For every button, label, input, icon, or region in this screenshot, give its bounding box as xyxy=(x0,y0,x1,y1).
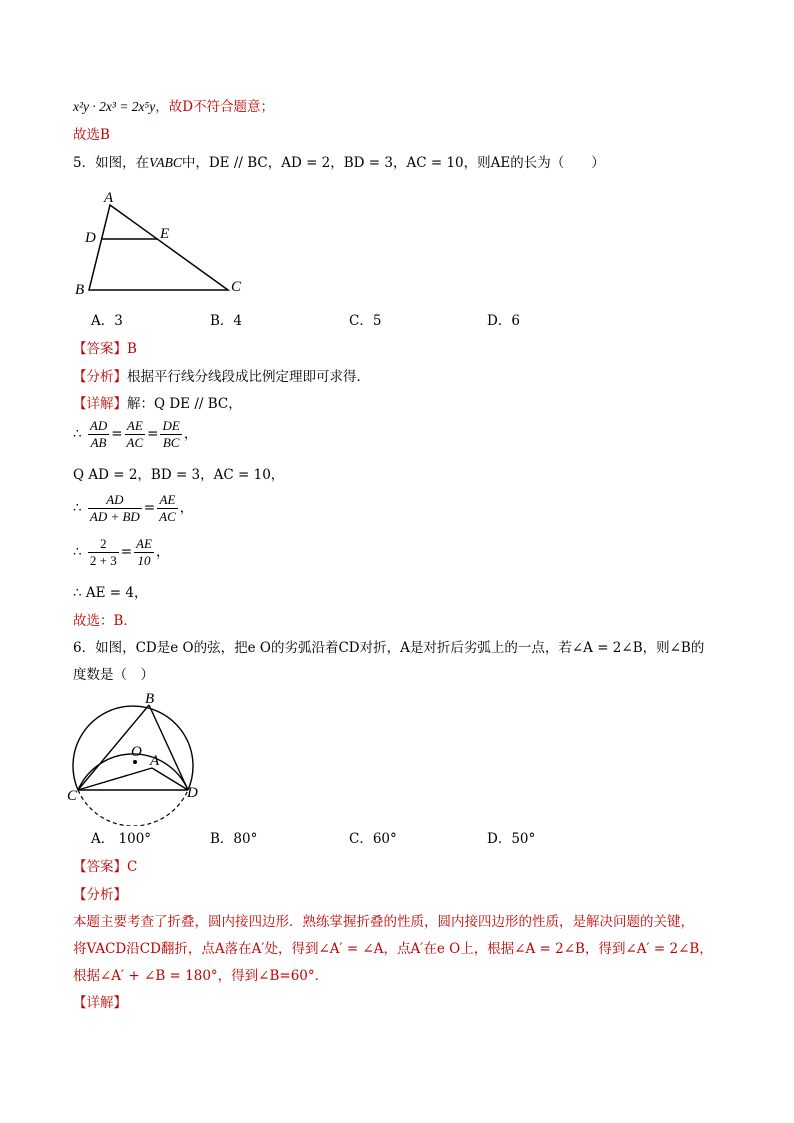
q6-analysis-tag: 【分析】 xyxy=(73,887,127,903)
label-o: O xyxy=(131,744,142,760)
q5-ratio-line: ∴ $\frac{AD}{AB}$ = $\frac{AE}{AC}$ = $\frac{DE}{BC}$ ， xyxy=(73,418,198,450)
q5-answer: 【答案】B xyxy=(73,341,137,357)
label-a: A xyxy=(150,753,160,769)
q6-option-a: A． 100° xyxy=(91,831,152,847)
q5-numeric-line: ∴ $\frac{2}{2 + 3}$ = $\frac{AE}{10}$ ， xyxy=(73,536,170,568)
q6-option-c: C．60° xyxy=(349,831,397,847)
q5-detail-line-1: 【详解】解：Q DE // BC， xyxy=(73,396,242,412)
q5-choose: 故选：B． xyxy=(73,613,137,629)
q4-expression: x²y · 2x³ = 2x⁵y xyxy=(73,99,156,114)
label-b: B xyxy=(145,691,155,707)
fraction: $\frac{DE}{BC}$ xyxy=(162,418,180,450)
q6-option-b: B．80° xyxy=(210,831,258,847)
fraction: $\frac{AD}{AB}$ xyxy=(89,418,108,450)
q4-equation-line xyxy=(73,98,274,116)
center-point xyxy=(133,760,137,764)
q4-note: ，故D不符合题意； xyxy=(155,99,275,115)
q6-stem-line-2: 度数是（ ） xyxy=(73,667,154,683)
q6-answer: 【答案】C xyxy=(73,859,138,875)
q5-triangle-figure xyxy=(72,186,252,298)
q6-circle-figure xyxy=(64,686,214,826)
q6-option-d: D．50° xyxy=(487,831,536,847)
q4-choice: 故选B xyxy=(73,127,110,143)
fraction: $\frac{AE}{AC}$ xyxy=(126,418,144,450)
label-c: C xyxy=(231,279,242,295)
q6-analysis-line-1: 本题主要考查了折叠，圆内接四边形．熟练掌握折叠的性质，圆内接四边形的性质，是解决问题的关键， xyxy=(73,914,694,930)
q5-given-line: Q AD = 2，BD = 3，AC = 10， xyxy=(73,467,285,483)
q5-stem: 5．如图，在VABC中，DE // BC，AD = 2，BD = 3，AC = 10，则AE的长为（ ） xyxy=(73,155,605,171)
label-b: B xyxy=(75,282,85,298)
circle-minor-arc-dashed xyxy=(78,790,188,826)
q5-option-d: D．6 xyxy=(487,313,520,329)
label-c: C xyxy=(67,788,78,804)
q5-option-b: B．4 xyxy=(210,313,243,329)
fraction: $\frac{AE}{10}$ xyxy=(136,536,152,568)
q6-analysis-line-3: 根据∠A′ + ∠B = 180°，得到∠B=60°． xyxy=(73,968,329,984)
label-e: E xyxy=(160,226,170,242)
q5-option-a: A．3 xyxy=(91,313,123,329)
q5-option-c: C．5 xyxy=(349,313,382,329)
q5-substitution-line: ∴ $\frac{AD}{AD + BD}$ = $\frac{AE}{AC}$ ， xyxy=(73,492,194,524)
q6-analysis-line-2: 将VACD沿CD翻折，点A落在A′处，得到∠A′ = ∠A，点A′在e O上，根据∠A = 2∠B，得到∠A′ = 2∠B， xyxy=(73,941,713,957)
q5-result: ∴ AE = 4， xyxy=(73,585,148,601)
q5-analysis: 【分析】根据平行线分线段成比例定理即可求得． xyxy=(73,369,370,385)
fraction: $\frac{2}{2 + 3}$ xyxy=(89,536,117,568)
triangle-abc xyxy=(89,205,228,290)
label-d: D xyxy=(187,785,198,801)
q6-detail-tag: 【详解】 xyxy=(73,995,127,1011)
label-d: D xyxy=(85,230,96,246)
fraction: $\frac{AD}{AD + BD}$ xyxy=(89,492,140,524)
fraction: $\frac{AE}{AC}$ xyxy=(159,492,176,524)
q6-stem-line-1: 6．如图，CD是e O的弦，把e O的劣弧沿着CD对折，A是对折后劣弧上的一点，若∠A = 2∠B，则∠B的 xyxy=(73,640,705,656)
segment-ca xyxy=(78,768,152,790)
triangle-symbol: VABC xyxy=(149,155,182,170)
label-a: A xyxy=(104,190,114,206)
